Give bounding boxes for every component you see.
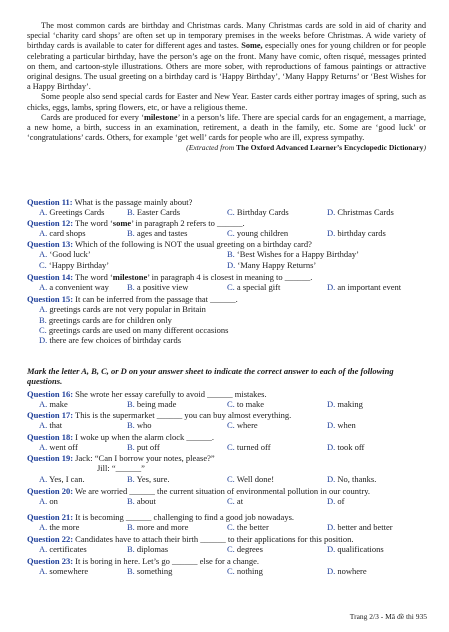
option-d[interactable]: D. No, thanks. [327, 473, 377, 484]
answer-options [27, 474, 427, 484]
question-11: Question 11: What is the passage mainly about? A. Greetings Cards B. Easter Cards C. Birthday Cards D. Christmas Cards [27, 197, 427, 218]
passage-source: (Extracted from The Oxford Advanced Learner’s Encyclopedic Dictionary) [186, 143, 426, 153]
option-b[interactable]: B. something [127, 566, 173, 577]
question-16: Question 16: She wrote her essay carefully to avoid ______ mistakes. A. make B. being made C. to make D. making [27, 389, 427, 410]
option-c[interactable]: C. nothing [227, 566, 263, 577]
option-c[interactable]: C. degrees [227, 544, 263, 555]
option-d[interactable]: D. when [327, 420, 356, 431]
option-b[interactable]: B. being made [127, 399, 177, 410]
answer-options [27, 282, 427, 292]
option-b[interactable]: B. put off [127, 442, 160, 453]
highlight-milestone: milestone [143, 112, 178, 122]
option-b[interactable]: B. more and more [127, 522, 189, 533]
option-c[interactable]: C. the better [227, 522, 269, 533]
passage-paragraph-3: Cards are produced for every ‘milestone’ in a person’s life. There are special cards for an engagement, a marriage, a new home, a birth, success in an examination, retirement, a death in the family, etc. Some are ‘good luck’ or ‘congratulations’ cards. Others, for example ‘get well’ cards for people who are ill, express sympathy. [27, 112, 426, 143]
option-b[interactable]: B. Yes, sure. [127, 473, 170, 484]
option-d[interactable]: D. of [327, 496, 345, 507]
question-13: Question 13: Which of the following is NOT the usual greeting on a birthday card? A. ‘Good luck’ B. ‘Best Wishes for a Happy Birthday’ C. ‘Happy Birthday’ D. ‘Many Happy Returns’ [27, 239, 427, 270]
answer-options [27, 420, 427, 430]
answer-options [27, 522, 427, 532]
option-a[interactable]: A. somewhere [39, 566, 89, 577]
option-b[interactable]: B. ages and tastes [127, 228, 188, 239]
option-c[interactable]: C. ‘Happy Birthday’ [39, 259, 110, 270]
option-d[interactable]: D. Christmas Cards [327, 207, 394, 218]
page-footer: Trang 2/3 - Mã đề thi 935 [349, 612, 427, 621]
option-d[interactable]: D. took off [327, 442, 365, 453]
answer-options [27, 249, 427, 259]
option-d[interactable]: D. nowhere [327, 566, 367, 577]
question-22: Question 22: Candidates have to attach their birth ______ to their applications for this position. A. certificates B. diplomas C. degrees D. qualifications [27, 534, 427, 555]
answer-options [27, 207, 427, 217]
option-a[interactable]: A. greetings cards are not very popular in Britain [39, 304, 206, 315]
option-d[interactable]: D. ‘Many Happy Returns’ [227, 259, 317, 270]
question-17: Question 17: This is the supermarket ______ you can buy almost everything. A. that B. who C. where D. when [27, 410, 427, 431]
answer-options [27, 260, 427, 270]
option-a[interactable]: A. certificates [39, 544, 87, 555]
option-b[interactable]: B. about [127, 496, 156, 507]
option-c[interactable]: C. Birthday Cards [227, 207, 289, 218]
option-a[interactable]: A. went off [39, 442, 78, 453]
option-d[interactable]: D. there are few choices of birthday cards [39, 335, 182, 346]
question-15: Question 15: It can be inferred from the passage that ______. A. greetings cards are not very popular in Britain B. greetings cards are for children only C. greetings cards are used on many different occasions D. there are few choices of birthday cards [27, 294, 427, 345]
question-21: Question 21: It is becoming ______ challenging to find a good job nowadays. A. the more B. more and more C. the better D. better and better [27, 512, 427, 533]
answer-options [27, 228, 427, 238]
dialogue-reply: Jill: “______” [97, 463, 145, 474]
option-d[interactable]: D. an important event [327, 282, 402, 293]
option-b[interactable]: B. greetings cards are for children only [39, 314, 172, 325]
option-c[interactable]: C. greetings cards are used on many different occasions [39, 324, 229, 335]
question-20: Question 20: We are worried ______ the current situation of environmental pollution in our country. A. on B. about C. at D. of [27, 486, 427, 507]
option-a[interactable]: A. Yes, I can. [39, 473, 85, 484]
option-d[interactable]: D. birthday cards [327, 228, 386, 239]
passage-paragraph-2: Some people also send special cards for Easter and New Year. Easter cards either portray images of spring, such as chicks, eggs, lambs, spring flowers, etc, or have a religious theme. [27, 92, 426, 112]
option-b[interactable]: B. Easter Cards [127, 207, 181, 218]
option-a[interactable]: A. ‘Good luck’ [39, 249, 91, 260]
passage-paragraph-1: The most common cards are birthday and Christmas cards. Many Christmas cards are sold in aid of charity and special ‘charity card shops’ are often set up in temporary premises in the weeks before Christmas. A wide variety of birthday cards is available to cater for different ages and tastes. Some, especially ones for young children or for people celebrating a particular birthday, have the person’s age on the front. Many have comic, often risqué, messages printed on them, and cartoon-style illustrations. Others are more sober, with reproductions of famous paintings or attractive original designs. The usual greeting on a birthday card is ‘Happy Birthday’, ‘Many Happy Returns’ or ‘Best Wishes for a Happy Birthday’. [27, 21, 427, 92]
answer-options [27, 442, 427, 452]
option-c[interactable]: C. young children [227, 228, 289, 239]
question-14: Question 14: The word ‘milestone’ in paragraph 4 is closest in meaning to ______. A. a convenient way B. a positive view C. a special gift D. an important event [27, 272, 427, 293]
question-19: Question 19: Jack: “Can I borrow your notes, please?” Jill: “______” A. Yes, I can. B. Yes, sure. C. Well done! D. No, thanks. [27, 453, 427, 484]
option-d[interactable]: D. making [327, 399, 363, 410]
option-a[interactable]: A. a convenient way [39, 282, 109, 293]
option-a[interactable]: A. card shops [39, 228, 86, 239]
option-a[interactable]: A. that [39, 420, 63, 431]
option-c[interactable]: C. a special gift [227, 282, 281, 293]
answer-options [27, 544, 427, 554]
option-c[interactable]: C. where [227, 420, 258, 431]
option-b[interactable]: B. a positive view [127, 282, 189, 293]
question-18: Question 18: I woke up when the alarm clock ______. A. went off B. put off C. turned off D. took off [27, 432, 427, 453]
section-instruction: Mark the letter A, B, C, or D on your answer sheet to indicate the correct answer to each of the following questions. [27, 366, 394, 387]
answer-options [27, 496, 427, 506]
option-c[interactable]: C. turned off [227, 442, 271, 453]
highlight-some: Some, [241, 41, 263, 51]
option-d[interactable]: D. qualifications [327, 544, 384, 555]
answer-options [27, 399, 427, 409]
question-12: Question 12: The word ‘some’ in paragraph 2 refers to ______. A. card shops B. ages and tastes C. young children D. birthday cards [27, 218, 427, 239]
question-23: Question 23: It is boring in here. Let’s go ______ else for a change. A. somewhere B. something C. nothing D. nowhere [27, 556, 427, 577]
option-d[interactable]: D. better and better [327, 522, 393, 533]
answer-options [27, 566, 427, 576]
option-a[interactable]: A. Greetings Cards [39, 207, 105, 218]
option-a[interactable]: A. make [39, 399, 68, 410]
option-b[interactable]: B. who [127, 420, 152, 431]
option-a[interactable]: A. on [39, 496, 58, 507]
option-a[interactable]: A. the more [39, 522, 80, 533]
option-c[interactable]: C. at [227, 496, 244, 507]
option-b[interactable]: B. diplomas [127, 544, 169, 555]
option-c[interactable]: C. to make [227, 399, 265, 410]
option-b[interactable]: B. ‘Best Wishes for a Happy Birthday’ [227, 249, 359, 260]
reading-passage [27, 21, 426, 154]
option-c[interactable]: C. Well done! [227, 473, 275, 484]
